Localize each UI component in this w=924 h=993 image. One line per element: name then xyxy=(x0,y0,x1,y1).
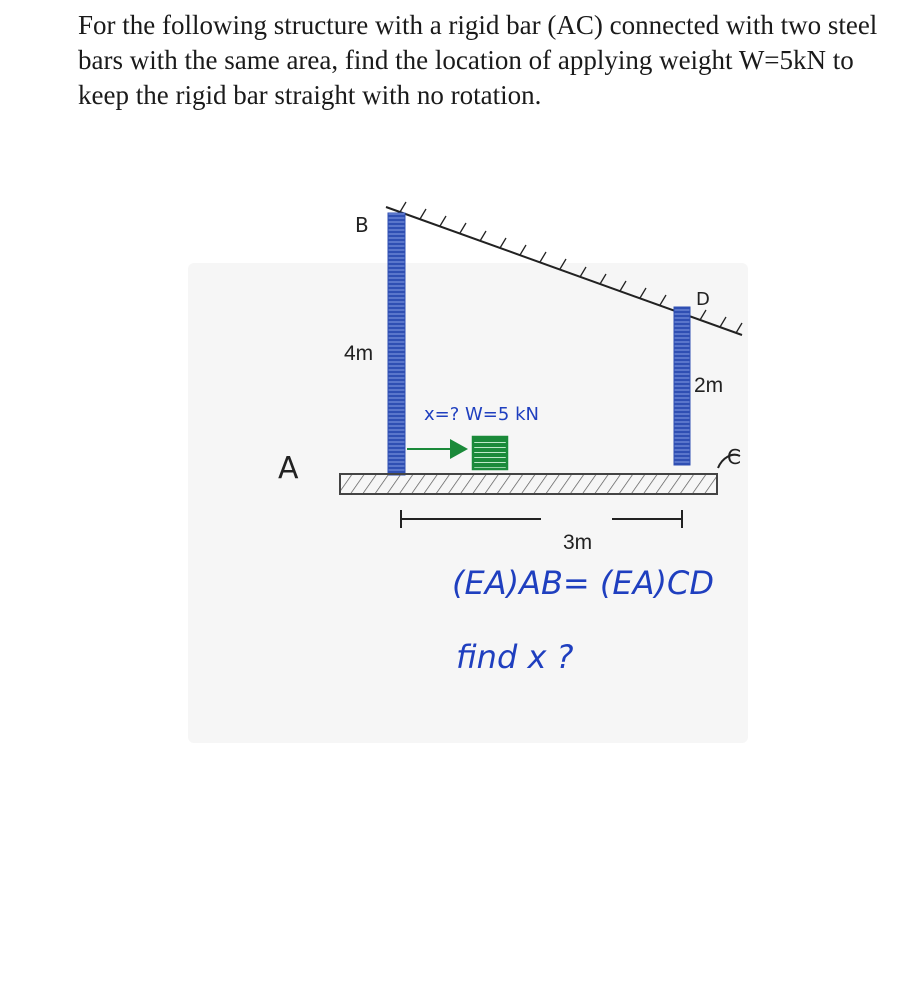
equation: (EA)AB= (EA)CD xyxy=(452,564,714,602)
label-b: B xyxy=(355,213,369,237)
label-span: 3m xyxy=(563,531,593,554)
label-length-cd: 2m xyxy=(694,374,724,397)
label-a: A xyxy=(278,451,299,486)
steel-bar-ab xyxy=(388,213,405,475)
problem-statement: For the following structure with a rigid bar (AC) connected with two steel bars with the same area, find the location of applying weight W=5kN to keep the rigid bar straight with no rotation. xyxy=(78,10,878,110)
steel-bar-cd xyxy=(674,307,690,465)
label-d: D xyxy=(696,289,710,310)
rigid-bar-ac xyxy=(340,474,717,494)
find-x-label: find x ? xyxy=(456,638,574,676)
label-c: C xyxy=(727,445,741,469)
load-block xyxy=(473,437,507,469)
span-dimension-line xyxy=(401,510,682,528)
label-load: x=? W=5 kN xyxy=(424,404,539,425)
label-length-ab: 4m xyxy=(344,342,374,365)
